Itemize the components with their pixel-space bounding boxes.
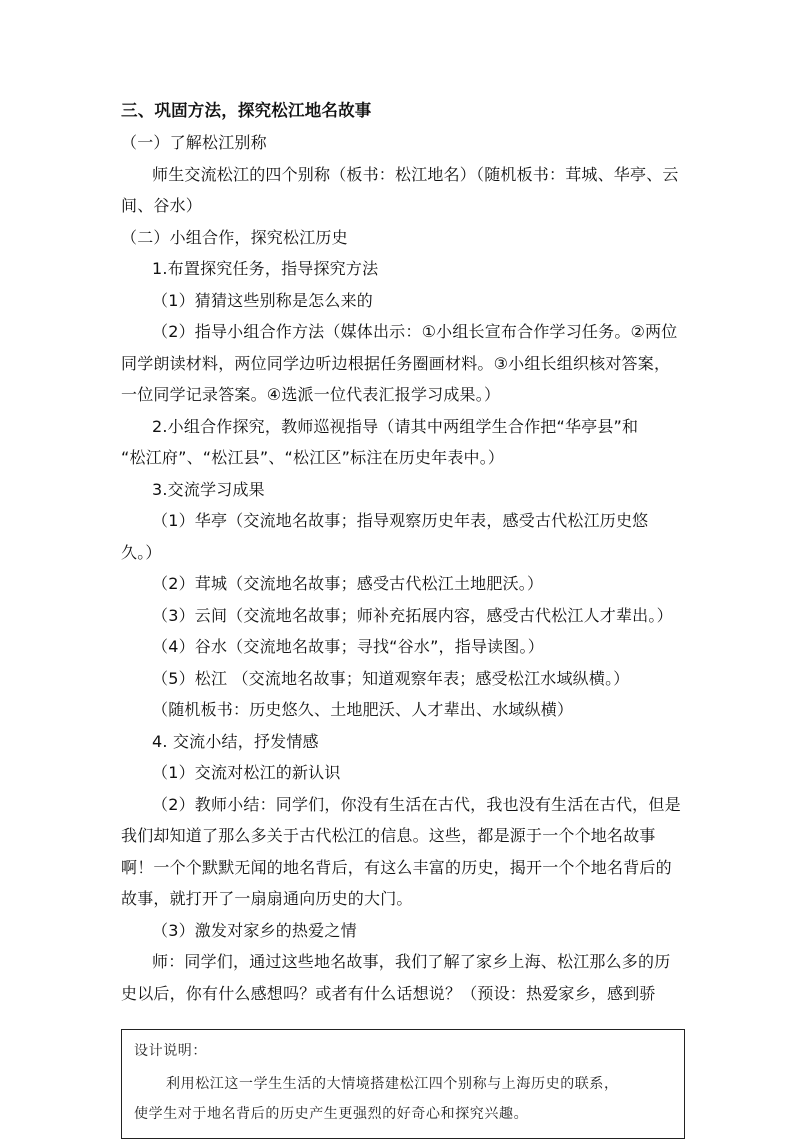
teacher-speech-line: 史以后，你有什么感想吗？或者有什么话想说？（预设：热爱家乡，感到骄: [121, 984, 656, 1003]
step3-item-line: 久。）: [121, 543, 162, 562]
step3-item: （3）云间（交流地名故事；师补充拓展内容，感受古代松江人才辈出。）: [152, 606, 673, 625]
part1-paragraph-line: 师生交流松江的四个别称（板书：松江地名）（随机板书：茸城、华亭、云: [152, 165, 679, 184]
design-note-title: 设计说明：: [134, 1043, 207, 1059]
step4-item-line: 故事，就打开了一扇扇通向历史的大门。: [121, 889, 413, 908]
step2-line: “松江府”、“松江县”、“松江区”标注在历史年表中。）: [121, 448, 505, 467]
step3-item: （2）茸城（交流地名故事；感受古代松江土地肥沃。）: [152, 574, 544, 593]
section-heading: 三、巩固方法，探究松江地名故事: [121, 101, 372, 120]
step3-board-note: （随机板书：历史悠久、土地肥沃、人才辈出、水域纵横）: [152, 700, 574, 719]
part1-paragraph-line: 间、谷水）: [121, 196, 203, 215]
part2-title: （二）小组合作，探究松江历史: [121, 228, 348, 247]
step3-item: （5）松江 （交流地名故事；知道观察年表；感受松江水域纵横。）: [152, 669, 630, 688]
step4-item-line: （2）教师小结：同学们，你没有生活在古代，我也没有生活在古代，但是: [152, 795, 681, 814]
teacher-speech-line: 师：同学们，通过这些地名故事，我们了解了家乡上海、松江那么多的历: [152, 952, 671, 971]
step3-item: （4）谷水（交流地名故事；寻找“谷水”，指导读图。）: [152, 637, 544, 656]
design-note-line: 利用松江这一学生生活的大情境搭建松江四个别称与上海历史的联系，: [166, 1076, 619, 1092]
design-note-line: 使学生对于地名背后的历史产生更强烈的好奇心和探究兴趣。: [134, 1106, 529, 1122]
part1-title: （一）了解松江别称: [121, 133, 267, 152]
step4-title: 4. 交流小结，抒发情感: [152, 732, 319, 751]
step1-item-line: 一位同学记录答案。④选派一位代表汇报学习成果。）: [121, 385, 501, 404]
step3-title: 3.交流学习成果: [152, 480, 265, 499]
step1-title: 1.布置探究任务，指导探究方法: [152, 259, 379, 278]
step1-item: （1）猜猜这些别称是怎么来的: [152, 291, 373, 310]
step4-item-line: 啊！一个个默默无闻的地名背后，有这么丰富的历史，揭开一个个地名背后的: [121, 858, 672, 877]
step4-item: （3）激发对家乡的热爱之情: [152, 921, 357, 940]
step1-item-line: 同学朗读材料，两位同学边听边根据任务圈画材料。③小组长组织核对答案，: [121, 354, 671, 373]
step3-item-line: （1）华亭（交流地名故事；指导观察历史年表，感受古代松江历史悠: [152, 511, 649, 530]
step4-item: （1）交流对松江的新认识: [152, 763, 341, 782]
step1-item-line: （2）指导小组合作方法（媒体出示：①小组长宣布合作学习任务。②两位: [152, 322, 678, 341]
step4-item-line: 我们却知道了那么多关于古代松江的信息。这些，都是源于一个个地名故事: [121, 826, 656, 845]
step2-line: 2.小组合作探究，教师巡视指导（请其中两组学生合作把“华亭县”和: [152, 417, 639, 436]
